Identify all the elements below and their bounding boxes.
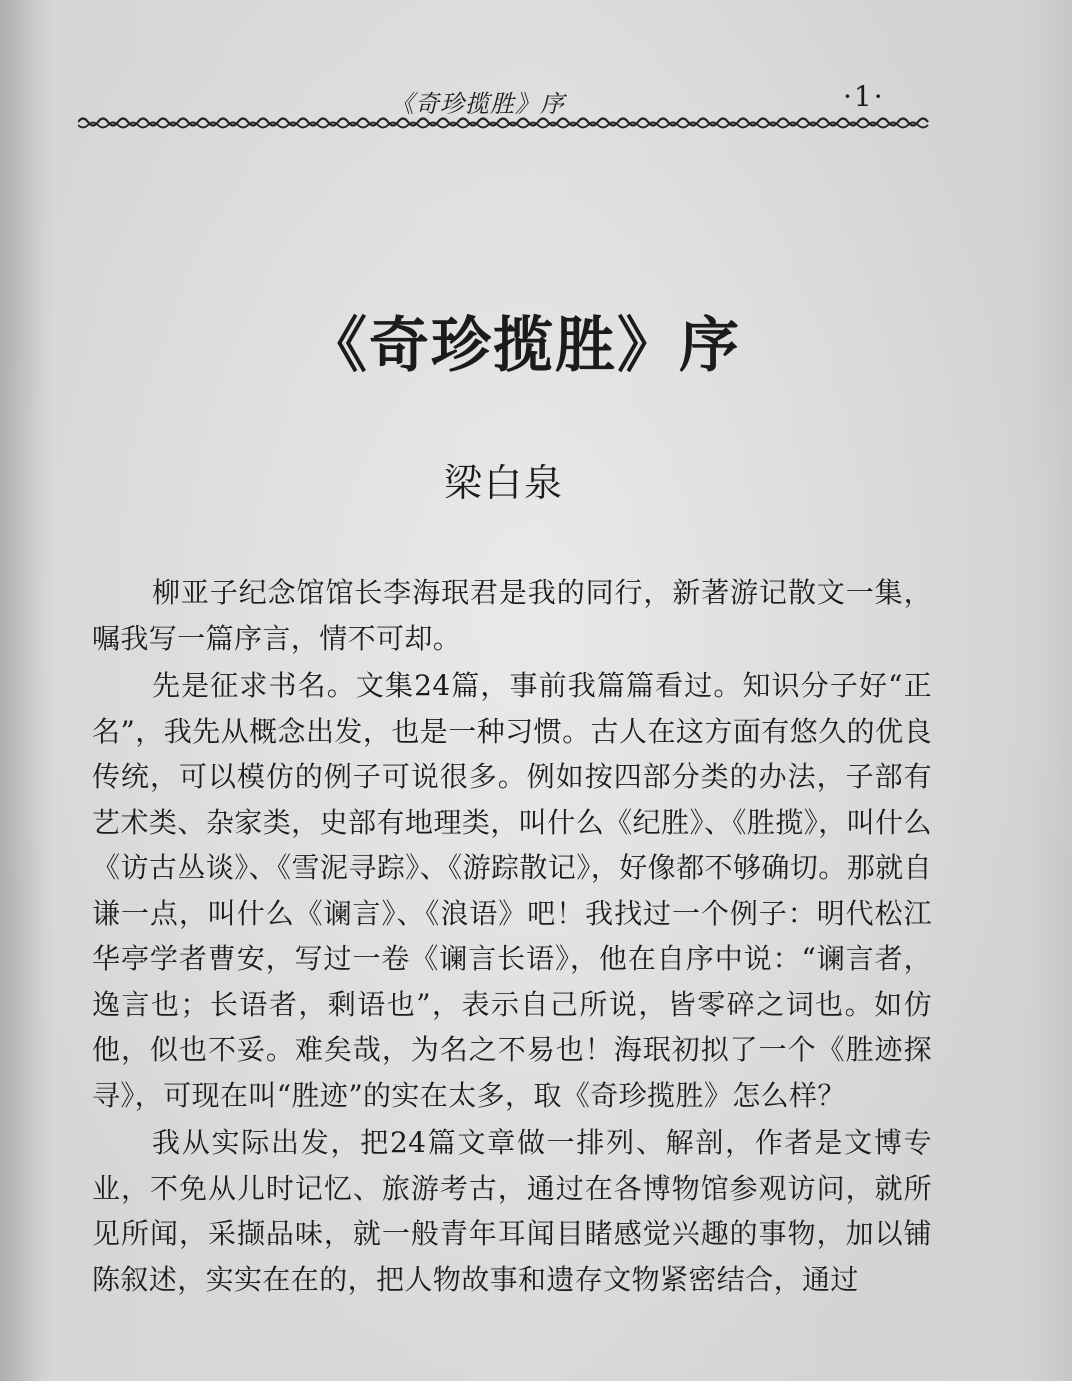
running-header-title: 《奇珍揽胜》序	[390, 90, 565, 118]
page-number: ·1·	[843, 80, 885, 113]
decorative-header-rule	[78, 113, 933, 131]
article-title: 《奇珍揽胜》序	[307, 311, 741, 381]
body-paragraph-3: 我从实际出发，把24篇文章做一排列、解剖，作者是文博专业，不免从儿时记忆、旅游考古，通过在各博物馆参观访问，就所见所闻，采撷品味，就一般青年耳闻目睹感觉兴趣的事物，加以铺陈叙述，实实在在的，把人物故事和遗存文物紧密结合，通过	[92, 1126, 932, 1296]
article-author: 梁白泉	[444, 461, 565, 505]
body-paragraph-1: 柳亚子纪念馆馆长李海珉君是我的同行，新著游记散文一集，嘱我写一篇序言，情不可却。	[92, 576, 932, 655]
page-edge-shadow	[0, 0, 55, 1381]
body-paragraph-2: 先是征求书名。文集24篇，事前我篇篇看过。知识分子好“正名”，我先从概念出发，也是一种习惯。古人在这方面有悠久的优良传统，可以模仿的例子可说很多。例如按四部分类的办法，子部有艺术类、杂家类，史部有地理类，叫什么《纪胜》、《胜揽》，叫什么《访古丛谈》、《雪泥寻踪》、《游踪散记》，好像都不够确切。那就自谦一点，叫什么《谰言》、《浪语》吧！我找过一个例子：明代松江华亭学者曹安，写过一卷《谰言长语》，他在自序中说：“谰言者，逸言也；长语者，剩语也”，表示自己所说，皆零碎之词也。如仿他，似也不妥。难矣哉，为名之不易也！海珉初拟了一个《胜迹探寻》，可现在叫“胜迹”的实在太多，取《奇珍揽胜》怎么样？	[92, 669, 932, 1112]
article-body	[92, 570, 932, 1302]
